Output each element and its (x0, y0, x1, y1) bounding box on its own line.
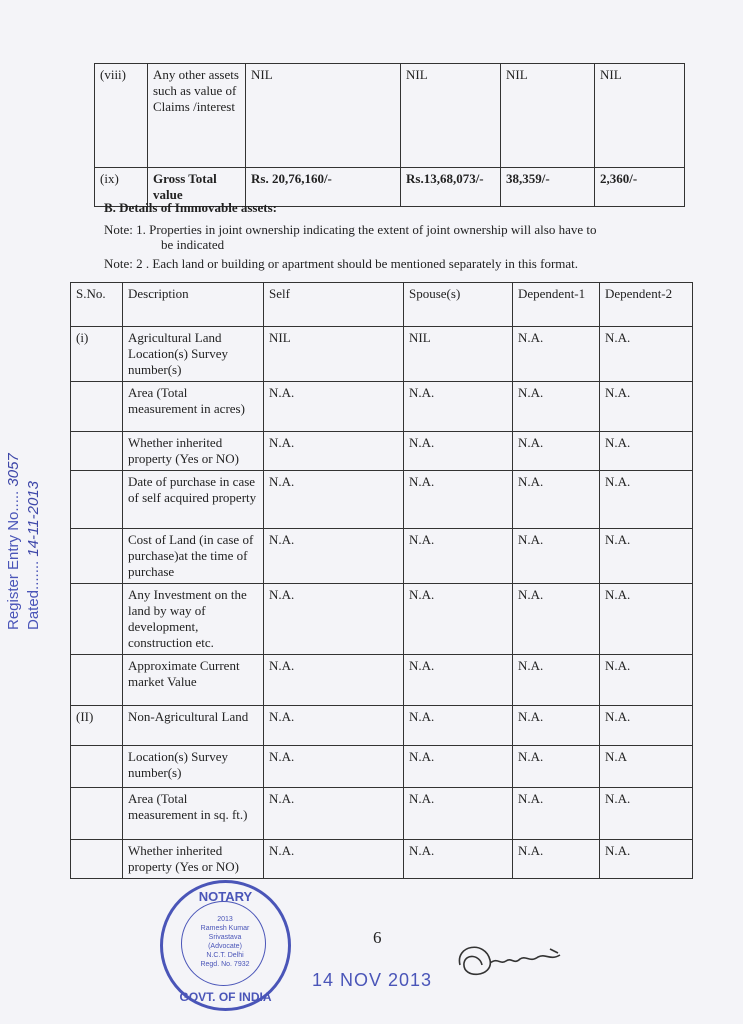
description-cell: Area (Total measurement in sq. ft.) (123, 788, 264, 840)
self-cell: N.A. (264, 471, 404, 529)
sno-cell (71, 529, 123, 584)
dependent2-cell: N.A. (600, 327, 693, 382)
header-row (71, 283, 693, 327)
dependent1-cell: N.A. (513, 584, 600, 655)
table-row (71, 655, 693, 706)
dependent1-cell: N.A. (513, 327, 600, 382)
spouse-cell: N.A. (404, 840, 513, 879)
spouse-cell: N.A. (404, 584, 513, 655)
sno-cell: (ix) (95, 168, 148, 207)
page-number: 6 (373, 928, 382, 947)
table-row (71, 706, 693, 746)
sno-cell (71, 471, 123, 529)
register-date-value: 14-11-2013 (25, 481, 42, 557)
dependent1-cell: N.A. (513, 529, 600, 584)
dependent1-cell: N.A. (513, 471, 600, 529)
dependent1-cell: N.A. (513, 788, 600, 840)
sno-cell (71, 840, 123, 879)
dependent1-cell: 38,359/- (501, 168, 595, 207)
header-spouse: Spouse(s) (404, 283, 513, 327)
note-1-line-1: Note: 1. Properties in joint ownership indicating the extent of joint ownership will also have to (104, 222, 597, 237)
register-date-label: Dated....... (25, 560, 42, 630)
table-row (71, 840, 693, 879)
description-cell: Whether inherited property (Yes or NO) (123, 432, 264, 471)
header-dependent2: Dependent-2 (600, 283, 693, 327)
dependent2-cell: N.A. (600, 788, 693, 840)
seal-place: N.C.T. Delhi (206, 952, 244, 959)
self-cell: N.A. (264, 584, 404, 655)
self-cell: NIL (264, 327, 404, 382)
spouse-cell: N.A. (404, 655, 513, 706)
self-cell: N.A. (264, 432, 404, 471)
dependent1-cell: N.A. (513, 746, 600, 788)
sno-cell: (II) (71, 706, 123, 746)
spouse-cell: NIL (401, 64, 501, 168)
description-cell: Location(s) Survey number(s) (123, 746, 264, 788)
sno-cell (71, 584, 123, 655)
spouse-cell: N.A. (404, 432, 513, 471)
table-row (71, 471, 693, 529)
sno-cell: (viii) (95, 64, 148, 168)
description-cell: Any other assets such as value of Claims /interest (148, 64, 246, 168)
sno-cell (71, 746, 123, 788)
seal-top-text: NOTARY (198, 889, 253, 904)
table-row (71, 529, 693, 584)
spouse-cell: Rs.13,68,073/- (401, 168, 501, 207)
dependent2-cell: N.A. (600, 840, 693, 879)
sno-cell (71, 788, 123, 840)
signature-stroke (459, 947, 560, 974)
dependent1-cell: N.A. (513, 706, 600, 746)
seal-name: Ramesh Kumar Srivastava (200, 925, 250, 941)
self-cell: N.A. (264, 382, 404, 432)
date-stamp: 14 NOV 2013 (312, 970, 433, 990)
table-row (95, 64, 685, 168)
description-cell: Whether inherited property (Yes or NO) (123, 840, 264, 879)
sno-cell: (i) (71, 327, 123, 382)
spouse-cell: N.A. (404, 529, 513, 584)
description-cell: Any Investment on the land by way of development, construction etc. (123, 584, 264, 655)
dependent2-cell: N.A. (600, 655, 693, 706)
register-entry-label: Register Entry No..... (5, 490, 22, 630)
spouse-cell: N.A. (404, 746, 513, 788)
sno-cell (71, 382, 123, 432)
description-cell: Non-Agricultural Land (123, 706, 264, 746)
dependent2-cell: N.A. (600, 706, 693, 746)
note-1-line-2: be indicated (161, 237, 225, 252)
immovable-assets-table (70, 282, 693, 879)
dependent2-cell: 2,360/- (595, 168, 685, 207)
seal-year: 2013 (217, 916, 233, 923)
dependent1-cell: N.A. (513, 432, 600, 471)
spouse-cell: N.A. (404, 471, 513, 529)
table-row (71, 746, 693, 788)
table-row (71, 432, 693, 471)
description-cell: Area (Total measurement in acres) (123, 382, 264, 432)
dependent2-cell: N.A. (600, 471, 693, 529)
dependent2-cell: N.A. (600, 529, 693, 584)
dependent1-cell: NIL (501, 64, 595, 168)
register-entry-stamp (4, 453, 44, 630)
table-row (71, 584, 693, 655)
sno-cell (71, 432, 123, 471)
section-heading: B. Details of Immovable assets: (104, 200, 277, 215)
register-date-line (24, 453, 44, 630)
description-cell: Gross Total value (148, 168, 246, 207)
table-row (71, 382, 693, 432)
description-cell: Cost of Land (in case of purchase)at the time of purchase (123, 529, 264, 584)
header-self: Self (264, 283, 404, 327)
self-cell: N.A. (264, 655, 404, 706)
signature-image (450, 935, 590, 985)
self-cell: N.A. (264, 840, 404, 879)
sno-cell (71, 655, 123, 706)
self-cell: N.A. (264, 529, 404, 584)
dependent1-cell: N.A. (513, 382, 600, 432)
header-description: Description (123, 283, 264, 327)
dependent2-cell: N.A. (600, 432, 693, 471)
header-sno: S.No. (71, 283, 123, 327)
note-1 (104, 222, 684, 252)
table-row (71, 788, 693, 840)
dependent2-cell: NIL (595, 64, 685, 168)
note-2: Note: 2 . Each land or building or apartment should be mentioned separately in this format. (104, 256, 579, 271)
description-cell: Approximate Current market Value (123, 655, 264, 706)
seal-role: (Advocate) (208, 943, 242, 950)
spouse-cell: NIL (404, 327, 513, 382)
movable-assets-table (94, 63, 685, 207)
notary-seal (160, 880, 291, 1011)
register-entry-line (4, 453, 24, 630)
spouse-cell: N.A. (404, 706, 513, 746)
seal-middle-text (185, 915, 265, 969)
dependent2-cell: N.A. (600, 382, 693, 432)
header-dependent1: Dependent-1 (513, 283, 600, 327)
description-cell: Date of purchase in case of self acquired property (123, 471, 264, 529)
self-cell: N.A. (264, 788, 404, 840)
spouse-cell: N.A. (404, 788, 513, 840)
self-cell: N.A. (264, 706, 404, 746)
table-row (71, 327, 693, 382)
spouse-cell: N.A. (404, 382, 513, 432)
dependent1-cell: N.A. (513, 655, 600, 706)
dependent2-cell: N.A. (600, 584, 693, 655)
seal-regd: Regd. No. 7932 (200, 961, 250, 968)
self-cell: Rs. 20,76,160/- (246, 168, 401, 207)
description-cell: Agricultural Land Location(s) Survey number(s) (123, 327, 264, 382)
dependent1-cell: N.A. (513, 840, 600, 879)
self-cell: NIL (246, 64, 401, 168)
seal-bottom-text: GOVT. OF INDIA (179, 990, 272, 1004)
register-entry-number: 3057 (5, 453, 22, 487)
self-cell: N.A. (264, 746, 404, 788)
dependent2-cell: N.A (600, 746, 693, 788)
